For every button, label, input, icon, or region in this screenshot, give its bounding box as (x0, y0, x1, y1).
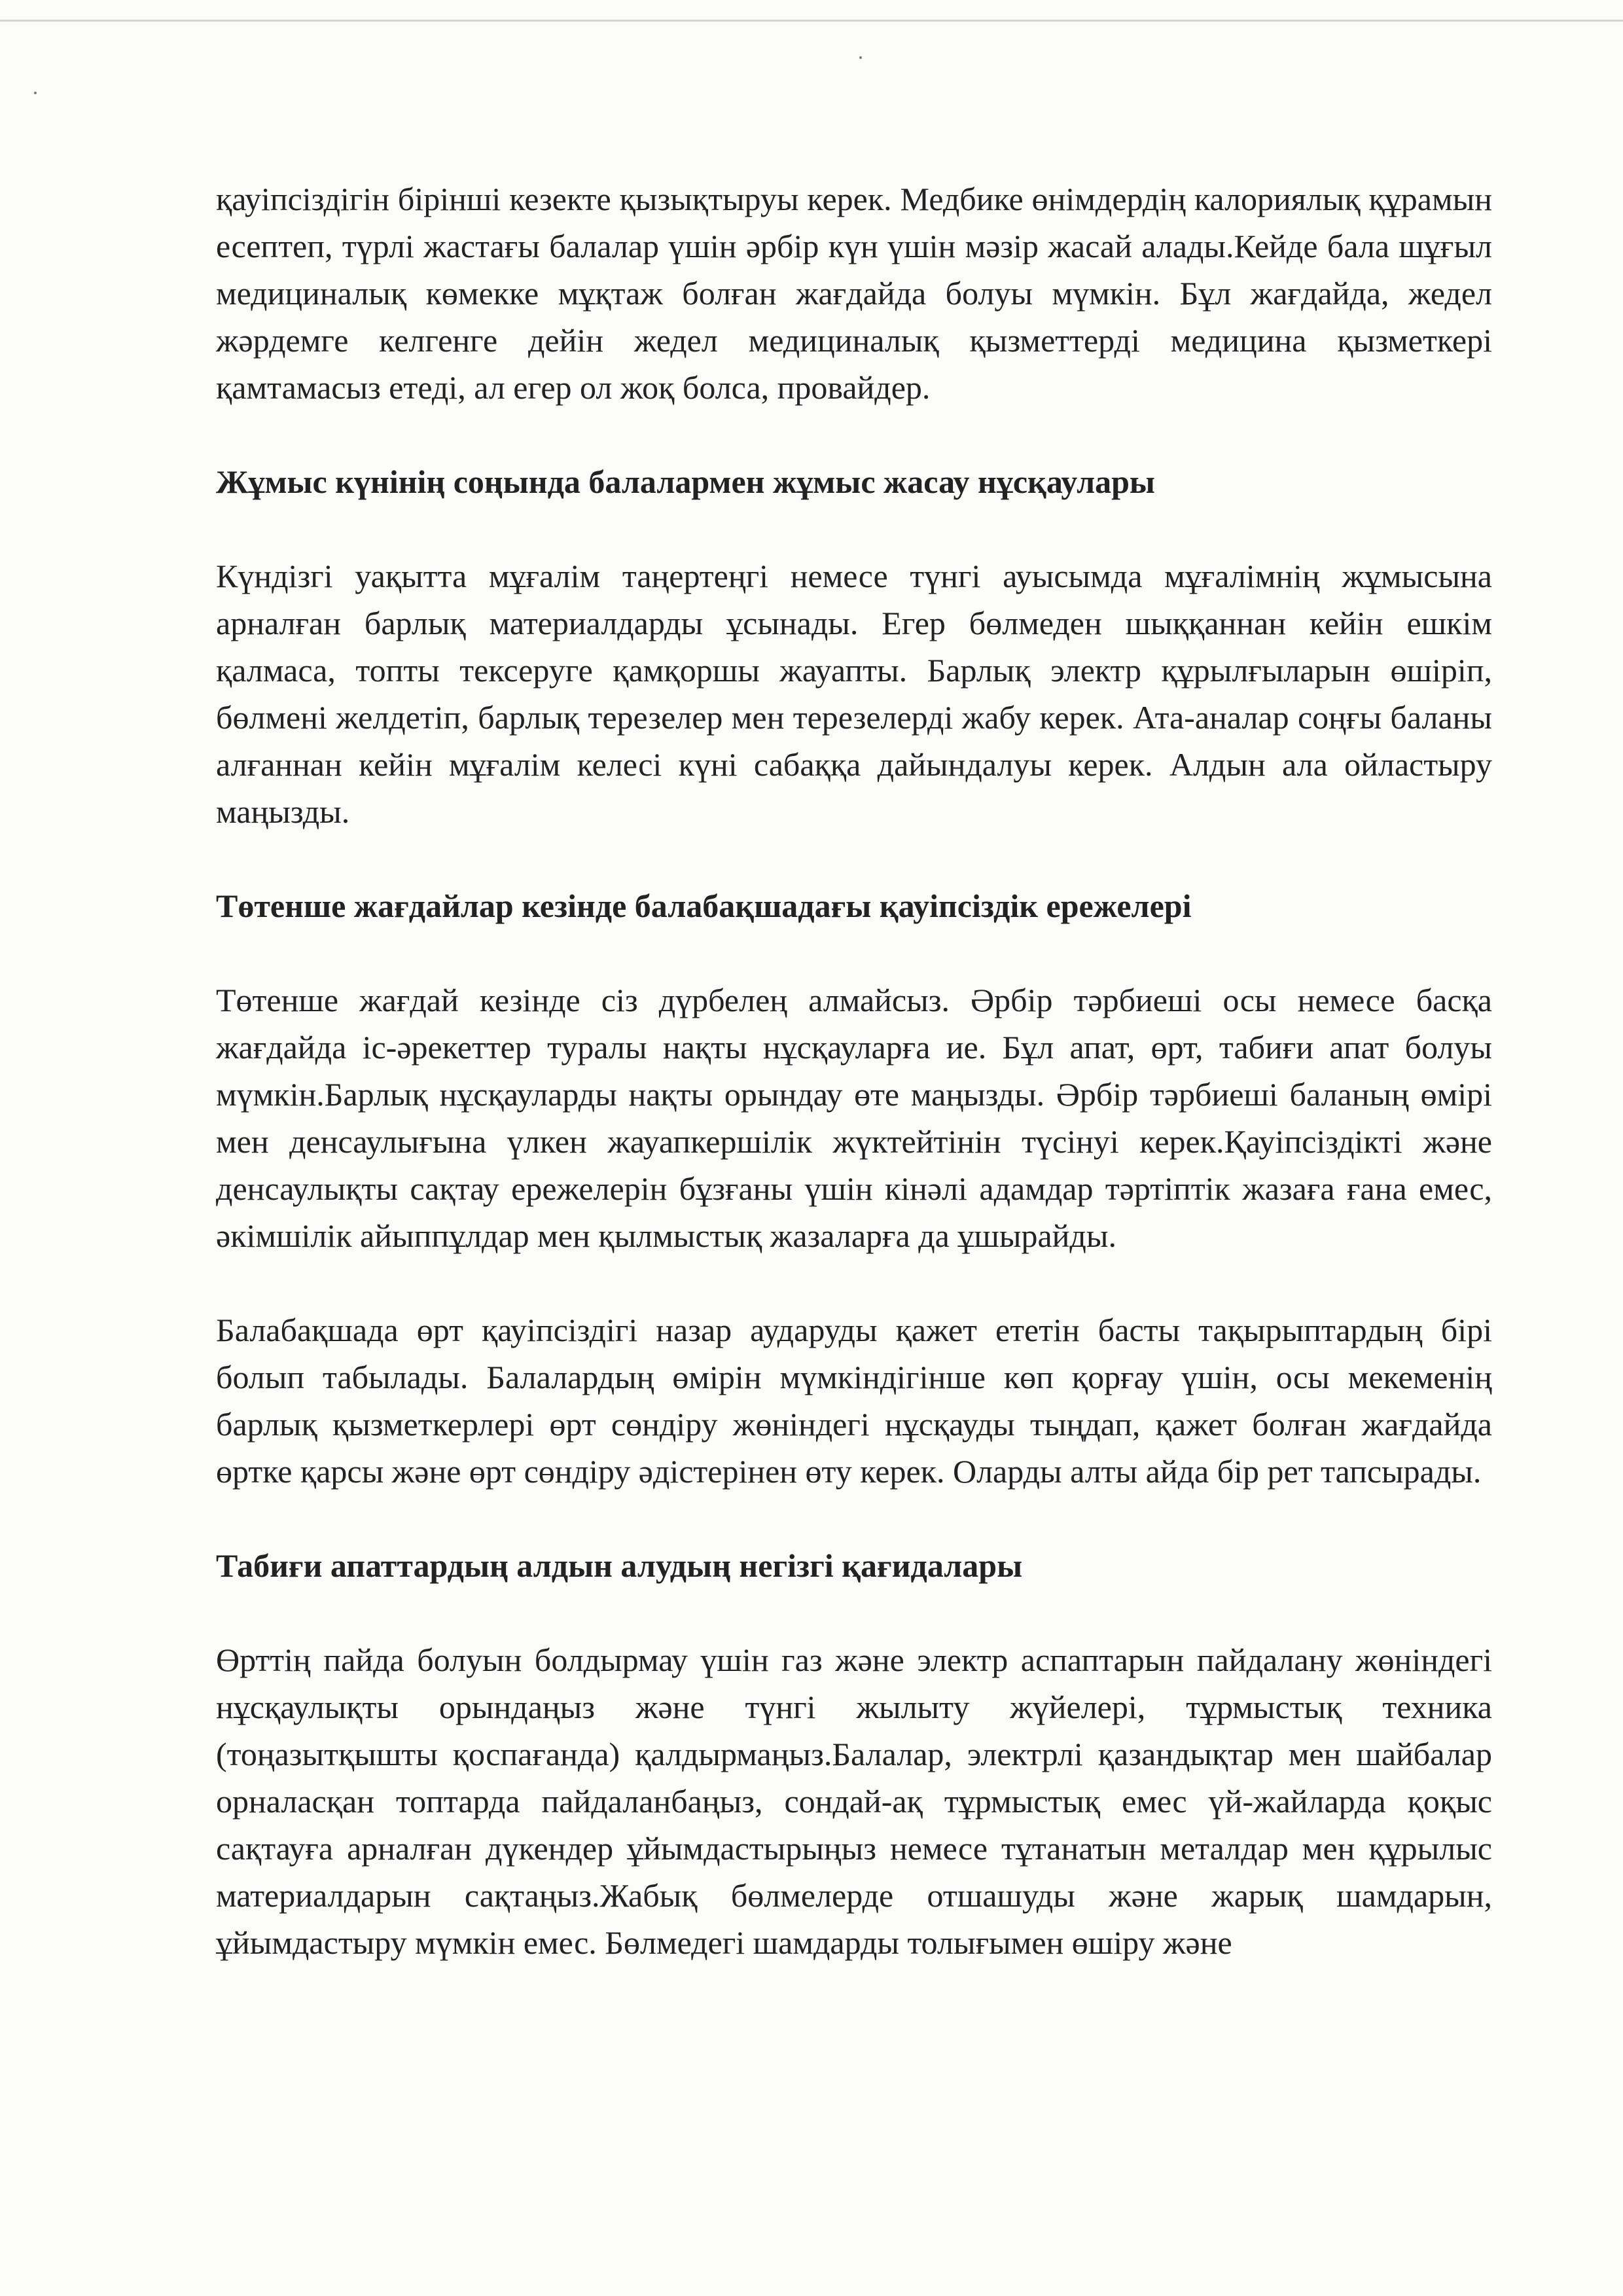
spacer (216, 411, 1492, 458)
scan-speck (859, 56, 862, 59)
spacer (216, 1259, 1492, 1306)
paragraph-intro: қауіпсіздігін бірінші кезекте қызықтыруы керек. Медбике өнімдердің калориялық құрамын есептеп, түрлі жастағы балалар үшін әрбір күн үшін мәзір жасай алады.Кейде бала шұғыл медициналық көмекке мұқтаж болған жағдайда болуы мүмкін. Бұл жағдайда, жедел жәрдемге келгенге дейін жедел медициналық қызметтерді медицина қызметкері қамтамасыз етеді, ал егер ол жоқ болса, провайдер. (216, 181, 1492, 406)
heading-emergency-safety-rules: Төтенше жағдайлар кезінде балабақшадағы қауіпсіздік ережелері (216, 888, 1192, 924)
spacer (216, 505, 1492, 552)
scan-edge (0, 20, 1623, 22)
paragraph-fire-safety: Балабақшада өрт қауіпсіздігі назар аударуды қажет ететін басты тақырыптардың бірі болып табылады. Балалардың өмірін мүмкіндігінше көп қорғау үшін, осы мекеменің барлық қызметкерлері өрт сөндіру жөніндегі нұсқауды тыңдап, қажет болған жағдайда өртке қарсы және өрт сөндіру әдістерінен өту керек. Оларды алты айда бір рет тапсырады. (216, 1312, 1492, 1490)
paragraph-fire-prevention: Өрттің пайда болуын болдырмау үшін газ және электр аспаптарын пайдалану жөніндегі нұсқаулықты орындаңыз және түнгі жылыту жүйелері, тұрмыстық техника (тоңазытқышты қоспағанда) қалдырмаңыз.Балалар, электрлі қазандықтар мен шайбалар орналасқан топтарда пайдаланбаңыз, сондай-ақ тұрмыстық емес үй-жайларда қоқыс сақтауға арналған дүкендер ұйымдастырыңыз немесе тұтанатын металдар мен құрылыс материалдарын сақтаңыз.Жабық бөлмелерде отшашуды және жарық шамдарын, ұйымдастыру мүмкін емес. Бөлмедегі шамдарды толығымен өшіру және (216, 1641, 1492, 1961)
heading-disaster-prevention: Табиғи апаттардың алдын алудың негізгі қағидалары (216, 1547, 1023, 1584)
scan-speck (34, 92, 37, 94)
spacer (216, 1589, 1492, 1636)
spacer (216, 1495, 1492, 1542)
heading-end-of-day-instructions: Жұмыс күнінің соңында балалармен жұмыс жасау нұсқаулары (216, 463, 1155, 500)
spacer (216, 929, 1492, 977)
paragraph-daytime-duties: Күндізгі уақытта мұғалім таңертеңгі немесе түнгі ауысымда мұғалімнің жұмысына арналған барлық материалдарды ұсынады. Егер бөлмеден шыққаннан кейін ешкім қалмаса, топты тексеруге қамқоршы жауапты. Барлық электр құрылғыларын өшіріп, бөлмені желдетіп, барлық терезелер мен терезелерді жабу керек. Ата-аналар соңғы баланы алғаннан кейін мұғалім келесі күні сабаққа дайындалуы керек. Алдын ала ойластыру маңызды. (216, 558, 1492, 830)
spacer (216, 835, 1492, 882)
paragraph-emergency-conduct: Төтенше жағдай кезінде сіз дүрбелең алмайсыз. Әрбір тәрбиеші осы немесе басқа жағдайда іс-әрекеттер туралы нақты нұсқауларға ие. Бұл апат, өрт, табиғи апат болуы мүмкін.Барлық нұсқауларды нақты орындау өте маңызды. Әрбір тәрбиеші баланың өмірі мен денсаулығына үлкен жауапкершілік жүктейтінін түсінуі керек.Қауіпсіздікті және денсаулықты сақтау ережелерін бұзғаны үшін кінәлі адамдар тәртіптік жазаға ғана емес, әкімшілік айыппұлдар мен қылмыстық жазаларға да ұшырайды. (216, 982, 1492, 1254)
document-body (216, 175, 1492, 1966)
